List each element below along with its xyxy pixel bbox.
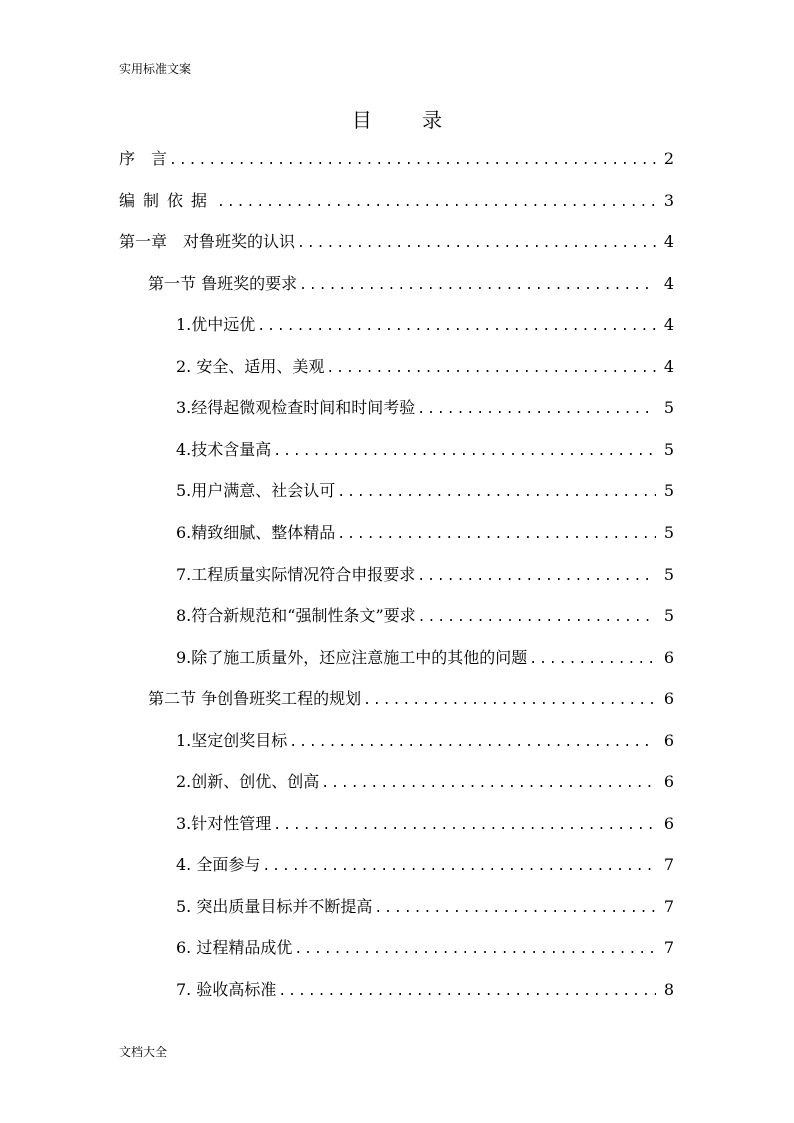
toc-entry-label: 3.经得起微观检查时间和时间考验 — [176, 398, 416, 417]
toc-entry-page: 4 — [663, 274, 674, 293]
toc-entry-item[interactable] — [176, 977, 674, 1003]
toc-entry-label: 编制依据 — [119, 191, 216, 210]
page-footer: 文档大全 — [119, 1045, 168, 1059]
toc-entry-label: 9.除了施工质量外，还应注意施工中的其他的问题 — [176, 648, 528, 667]
toc-entry-label: 7.工程质量实际情况符合申报要求 — [176, 565, 416, 584]
toc-entry-label: 7. 验收高标准 — [176, 980, 277, 999]
toc-leader-dots — [262, 854, 656, 880]
toc-entry-page: 4 — [663, 315, 674, 334]
toc-leader-dots — [289, 730, 656, 756]
toc-entry-item[interactable] — [176, 478, 674, 504]
toc-entry-page: 5 — [663, 440, 674, 459]
toc-entry-preface[interactable] — [119, 146, 674, 172]
toc-entry-chapter-1[interactable] — [119, 229, 674, 255]
toc-entry-label: 1.坚定创奖目标 — [176, 731, 288, 750]
toc-entry-item[interactable] — [176, 769, 674, 795]
toc-leader-dots — [529, 647, 656, 673]
toc-leader-dots — [337, 480, 656, 506]
toc-entry-item[interactable] — [176, 603, 674, 629]
toc-entry-page: 4 — [663, 232, 674, 251]
toc-entry-section-2[interactable] — [148, 686, 674, 712]
toc-entry-page: 6 — [663, 814, 674, 833]
toc-entry-item[interactable] — [176, 852, 674, 878]
toc-leader-dots — [418, 605, 656, 631]
toc-leader-dots — [294, 937, 656, 963]
toc-entry-label: 2.创新、创优、创高 — [176, 772, 320, 791]
toc-leader-dots — [297, 231, 656, 257]
toc-leader-dots — [273, 439, 656, 465]
toc-leader-dots — [374, 896, 656, 922]
toc-entry-label: 6.精致细腻、整体精品 — [176, 523, 336, 542]
toc-leader-dots — [417, 564, 656, 590]
toc-leader-dots — [299, 273, 656, 299]
toc-entry-page: 6 — [663, 689, 674, 708]
toc-entry-page: 4 — [663, 357, 674, 376]
toc-entry-item[interactable] — [176, 645, 674, 671]
toc-entry-item[interactable] — [176, 728, 674, 754]
toc-leader-dots — [217, 190, 656, 216]
toc-entry-page: 7 — [663, 855, 674, 874]
toc-entry-page: 7 — [663, 938, 674, 957]
toc-leader-dots — [321, 771, 656, 797]
toc-entry-label: 2. 安全、适用、美观 — [176, 357, 325, 376]
toc-entry-item[interactable] — [176, 395, 674, 421]
toc-entry-item[interactable] — [176, 811, 674, 837]
toc-leader-dots — [169, 148, 656, 174]
toc-entry-label: 5.用户满意、社会认可 — [176, 481, 336, 500]
toc-entry-label: 5. 突出质量目标并不断提高 — [176, 897, 373, 916]
toc-entry-page: 3 — [663, 191, 674, 210]
toc-entry-label: 3.针对性管理 — [176, 814, 272, 833]
toc-entry-item[interactable] — [176, 562, 674, 588]
toc-leader-dots — [326, 356, 656, 382]
toc-entry-page: 7 — [663, 897, 674, 916]
toc-entry-page: 5 — [663, 398, 674, 417]
toc-leader-dots — [273, 813, 656, 839]
toc-entry-basis[interactable] — [119, 188, 674, 214]
toc-leader-dots — [337, 522, 656, 548]
toc-entry-label: 8.符合新规范和“强制性条文”要求 — [176, 606, 416, 625]
toc-entry-item[interactable] — [176, 312, 674, 338]
toc-entry-label: 序 言 — [119, 149, 168, 168]
toc-entry-page: 6 — [663, 648, 674, 667]
toc-entry-item[interactable] — [176, 520, 674, 546]
toc-entry-label: 4. 全面参与 — [176, 855, 261, 874]
page-header: 实用标准文案 — [119, 62, 192, 76]
toc-leader-dots — [363, 688, 656, 714]
toc-entry-page: 5 — [663, 565, 674, 584]
toc-entry-label: 4.技术含量高 — [176, 440, 272, 459]
toc-entry-page: 5 — [663, 481, 674, 500]
toc-leader-dots — [417, 397, 656, 423]
toc-leader-dots — [257, 314, 656, 340]
toc-entry-page: 8 — [663, 980, 674, 999]
toc-entry-label: 第一节 鲁班奖的要求 — [148, 274, 298, 293]
toc-entry-item[interactable] — [176, 437, 674, 463]
toc-title: 目 录 — [351, 108, 465, 132]
toc-entry-label: 6. 过程精品成优 — [176, 938, 293, 957]
toc-entry-page: 5 — [663, 523, 674, 542]
toc-entry-label: 1.优中远优 — [176, 315, 256, 334]
toc-leader-dots — [278, 979, 656, 1005]
toc-entry-item[interactable] — [176, 894, 674, 920]
toc-entry-page: 6 — [663, 731, 674, 750]
toc-entry-label: 第二节 争创鲁班奖工程的规划 — [148, 689, 362, 708]
toc-entry-page: 2 — [663, 149, 674, 168]
toc-entry-item[interactable] — [176, 354, 674, 380]
toc-entry-page: 6 — [663, 772, 674, 791]
toc-entry-section-1[interactable] — [148, 271, 674, 297]
toc-entry-item[interactable] — [176, 935, 674, 961]
toc-entry-page: 5 — [663, 606, 674, 625]
toc-entry-label: 第一章 对鲁班奖的认识 — [119, 232, 296, 251]
